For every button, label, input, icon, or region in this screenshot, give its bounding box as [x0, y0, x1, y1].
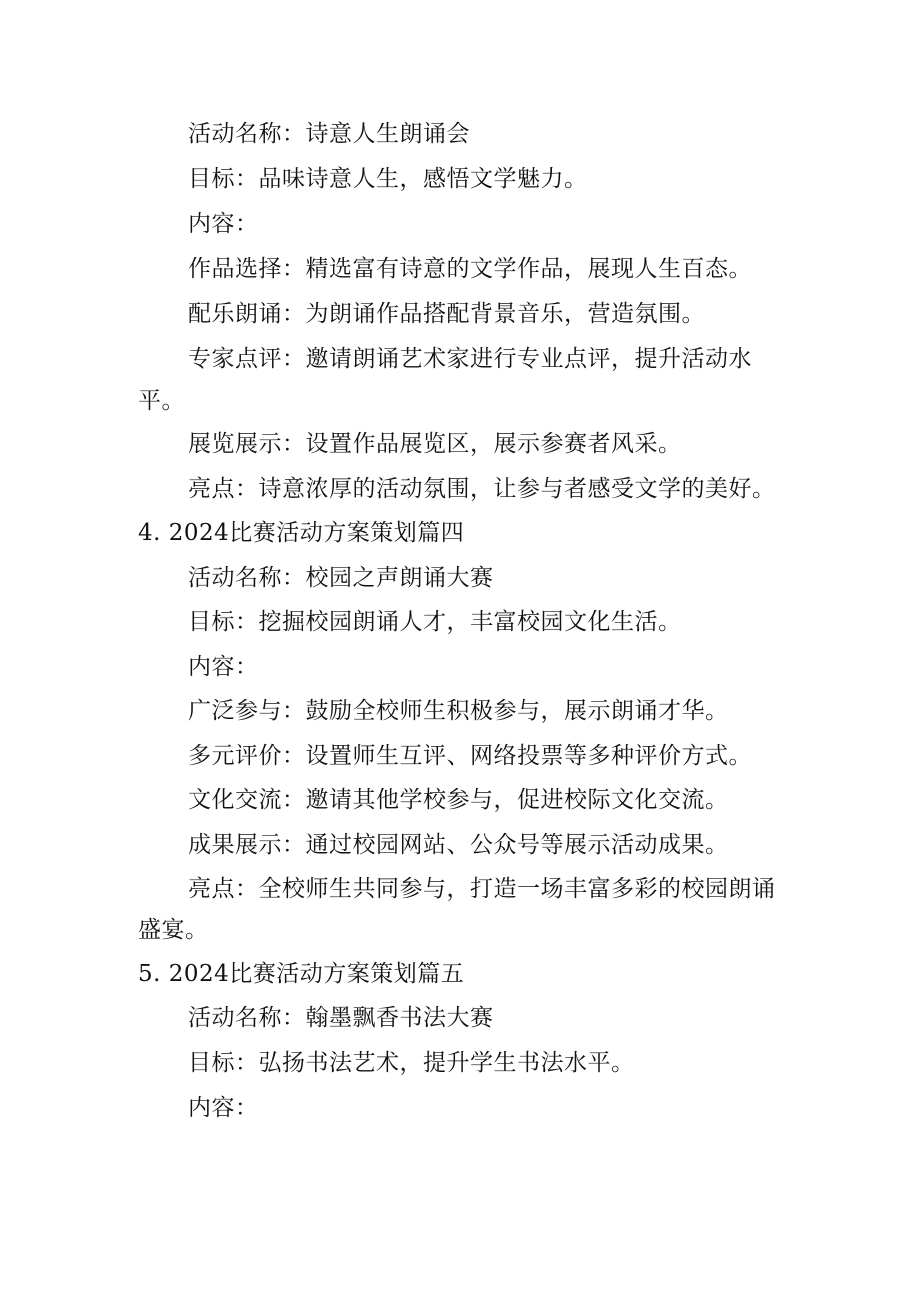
s3-item-3-line-1: 专家点评：邀请朗诵艺术家进行专业点评，提升活动水	[188, 346, 752, 372]
s4-activity-name: 活动名称：校园之声朗诵大赛	[188, 565, 494, 591]
s4-item-2: 多元评价：设置师生互评、网络投票等多种评价方式。	[188, 743, 752, 769]
s3-item-4: 展览展示：设置作品展览区，展示参赛者风采。	[188, 431, 682, 457]
s3-item-1: 作品选择：精选富有诗意的文学作品，展现人生百态。	[188, 256, 752, 282]
s3-goal: 目标：品味诗意人生，感悟文学魅力。	[188, 166, 588, 192]
s3-item-2: 配乐朗诵：为朗诵作品搭配背景音乐，营造氛围。	[188, 301, 705, 327]
s4-goal: 目标：挖掘校园朗诵人才，丰富校园文化生活。	[188, 609, 682, 635]
s5-content-label: 内容：	[188, 1095, 259, 1121]
s4-heading: 4. 2024比赛活动方案策划篇四	[138, 520, 465, 546]
s4-item-1: 广泛参与：鼓励全校师生积极参与，展示朗诵才华。	[188, 698, 729, 724]
s4-item-4: 成果展示：通过校园网站、公众号等展示活动成果。	[188, 832, 729, 858]
s4-content-label: 内容：	[188, 654, 259, 680]
s3-highlight: 亮点：诗意浓厚的活动氛围，让参与者感受文学的美好。	[188, 476, 776, 502]
s3-activity-name: 活动名称：诗意人生朗诵会	[188, 121, 470, 147]
s4-highlight-line-2: 盛宴。	[138, 917, 209, 943]
s4-item-3: 文化交流：邀请其他学校参与，促进校际文化交流。	[188, 787, 729, 813]
s5-heading: 5. 2024比赛活动方案策划篇五	[138, 961, 465, 987]
s5-goal: 目标：弘扬书法艺术，提升学生书法水平。	[188, 1050, 635, 1076]
s3-content-label: 内容：	[188, 211, 259, 237]
s3-item-3-line-2: 平。	[138, 388, 185, 414]
s4-highlight-line-1: 亮点：全校师生共同参与，打造一场丰富多彩的校园朗诵	[188, 876, 776, 902]
s5-activity-name: 活动名称：翰墨飘香书法大赛	[188, 1005, 494, 1031]
